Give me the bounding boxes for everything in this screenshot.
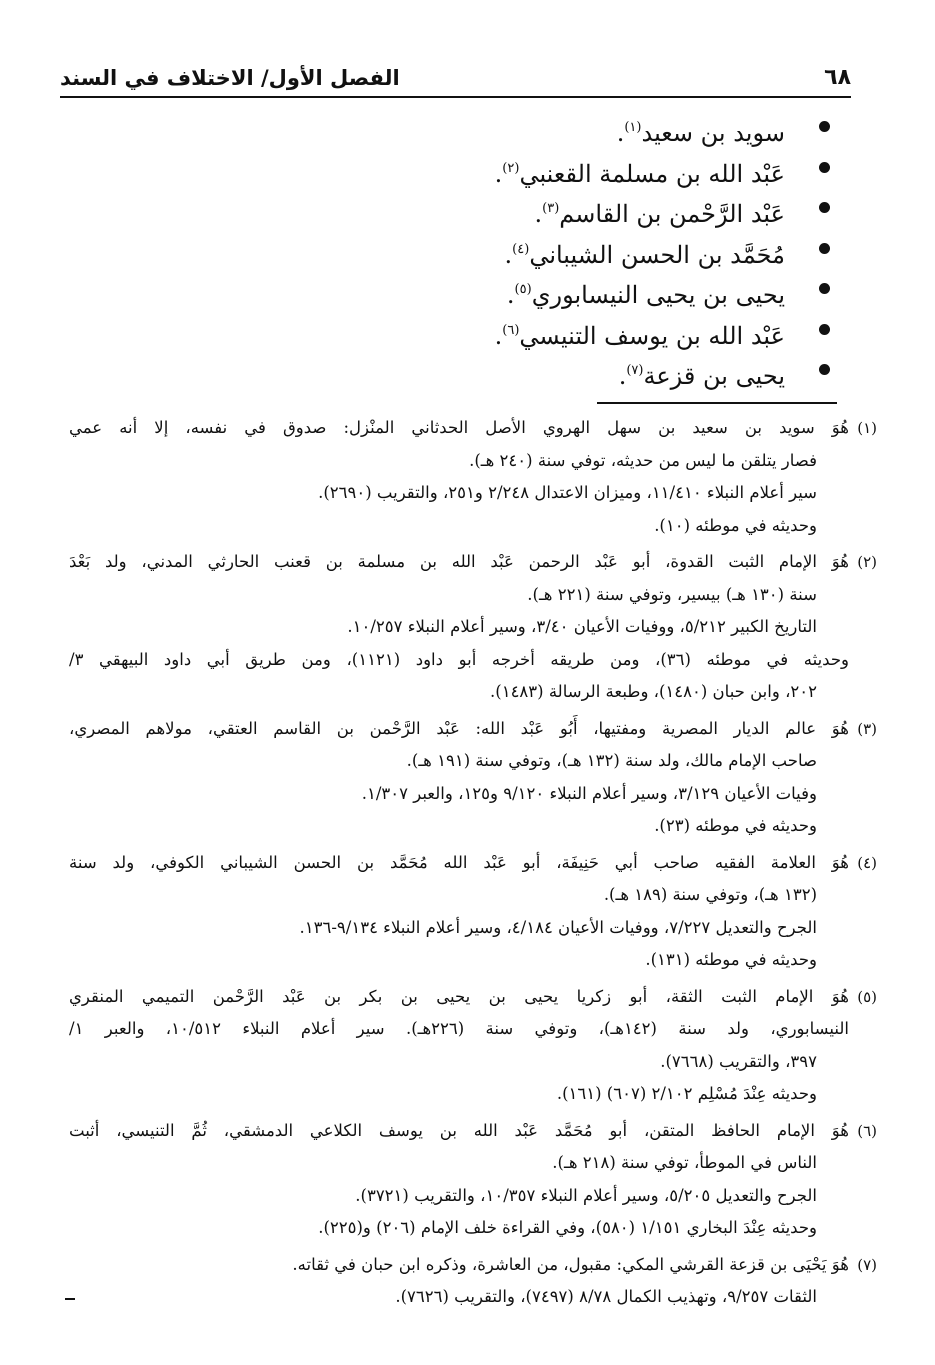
page-mark	[65, 1298, 75, 1300]
footnote-number: (٦)	[857, 1121, 877, 1140]
footnote-line: هُوَ عالم الديار المصرية ومفتيها، أَبُو عَبْد الله: عَبْد الرَّحْمن بن القاسم العتقي، مولاهم المصري،	[69, 718, 849, 738]
footnote-5	[69, 981, 877, 1111]
list-item	[365, 149, 785, 190]
bullet-icon	[819, 364, 830, 375]
footnote-line: هُوَ يَحْيَى بن قزعة القرشي المكي: مقبول، من العاشرة، وذكره ابن حبان في ثقاته.	[292, 1254, 849, 1274]
list-period: .	[506, 281, 515, 309]
footnote-line: الجرح والتعديل ٥/٢٠٥، وسير أعلام النبلاء ١٠/٣٥٧، والتقريب (٣٧٢١).	[355, 1185, 817, 1205]
list-item	[365, 270, 785, 311]
footnote-ref[interactable]: (٣)	[542, 201, 560, 216]
footnote-line: سير أعلام النبلاء ١١/٤١٠، وميزان الاعتدال ٢/٢٤٨ و٢٥١، والتقريب (٢٦٩٠).	[318, 483, 817, 502]
footnote-line: (١٣٢ هـ)، وتوفي سنة (١٨٩ هـ).	[603, 885, 817, 904]
footnote-line: النيسابوري، ولد سنة (١٤٢هـ)، وتوفي سنة (٢٢٦هـ). سير أعلام النبلاء ١٠/٥١٢، والعبر ١/	[69, 1019, 849, 1038]
footnote-line: هُوَ الإمام الثبت الثقة، أبو زكريا يحيى بن يحيى بن بكر بن عَبْد الرَّحْمن التميمي المنقري	[69, 986, 849, 1006]
footnote-line: وحديثه في موطئه (٣٦)، ومن طريقه أخرجه أبو داود (١١٢١)، ومن طريق أبي داود البيهقي ٣/	[69, 649, 849, 669]
list-item	[365, 108, 785, 149]
list-period: .	[534, 200, 543, 228]
footnote-number: (٤)	[857, 853, 877, 872]
footnote-7	[69, 1249, 877, 1314]
footnote-6	[69, 1115, 877, 1245]
footnote-3	[69, 713, 877, 843]
footnote-line: التاريخ الكبير ٥/٢١٢، ووفيات الأعيان ٣/٤٠، وسير أعلام النبلاء ١٠/٢٥٧.	[347, 617, 817, 636]
footnote-line: ٣٩٧، والتقريب (٧٦٦٨).	[660, 1051, 817, 1071]
list-period: .	[494, 159, 503, 188]
narrator-name: يحيى بن يحيى النيسابوري	[531, 281, 785, 309]
footnotes	[69, 412, 877, 1318]
footnote-ref[interactable]: (٦)	[502, 322, 520, 338]
narrator-name: عَبْد الله بن يوسف التنيسي	[519, 321, 785, 350]
footnote-number: (٢)	[857, 553, 877, 571]
bullet-icon	[819, 202, 830, 213]
footnote-line: وفيات الأعيان ٣/١٢٩، وسير أعلام النبلاء ٩/١٢٠ و١٢٥، والعبر ١/٣٠٧.	[361, 783, 817, 803]
footnote-line: هُوَ سويد بن سعيد بن سهل الهروي الأصل الحدثاني المنْزل: صدوق في نفسه، إلا أنه عمي	[69, 418, 849, 437]
footnote-ref[interactable]: (٢)	[502, 160, 520, 176]
list-item	[365, 351, 785, 392]
bullet-icon	[819, 121, 830, 132]
list-period: .	[504, 240, 513, 269]
footnote-number: (٣)	[857, 719, 877, 738]
footnote-line: الناس في الموطأ، توفي سنة (٢١٨ هـ).	[552, 1153, 817, 1172]
bullet-icon	[819, 162, 830, 173]
running-header	[60, 52, 851, 98]
narrator-list	[365, 108, 785, 392]
header-title: الفصل الأول/ الاختلاف في السند	[60, 66, 400, 90]
bullet-icon	[819, 243, 830, 254]
footnote-line: هُوَ الإمام الحافظ المتقن، أبو مُحَمَّد عَبْد الله بن يوسف الكلاعي الدمشقي، ثُمَّ التنيسي، أثبت	[69, 1120, 849, 1140]
list-item	[365, 189, 785, 230]
footnote-ref[interactable]: (٥)	[514, 282, 532, 297]
narrator-name: عَبْد الرَّحْمن بن القاسم	[559, 200, 785, 228]
narrator-name: يحيى بن قزعة	[643, 362, 785, 390]
footnote-2	[69, 546, 877, 709]
footnote-line: ٢٠٢، وابن حبان (١٤٨٠)، وطبعة الرسالة (١٤٨٣).	[490, 682, 817, 701]
footnote-line: وحديثه في موطئه (١٣١).	[645, 950, 817, 969]
list-period: .	[494, 321, 503, 350]
footnote-line: وحديثه في موطئه (٢٣).	[654, 816, 817, 835]
bullet-icon	[819, 283, 830, 294]
narrator-name: مُحَمَّد بن الحسن الشيباني	[529, 240, 785, 269]
footnote-ref[interactable]: (٤)	[512, 241, 530, 257]
list-period: .	[616, 119, 625, 147]
list-item	[365, 311, 785, 352]
footnote-line: وحديثه عِنْدَ مُسْلِم ٢/١٠٢ (٦٠٧) (١٦١).	[556, 1084, 817, 1103]
footnote-ref[interactable]: (٧)	[626, 363, 644, 378]
footnote-number: (١)	[857, 419, 877, 437]
list-period: .	[618, 362, 627, 390]
bullet-icon	[819, 324, 830, 335]
footnote-line: فصار يتلقن ما ليس من حديثه، توفي سنة (٢٤٠ هـ).	[469, 450, 817, 470]
page-number: ٦٨	[824, 65, 851, 90]
footnote-line: هُوَ الإمام الثبت القدوة، أبو عَبْد الرحمن عَبْد الله بن مسلمة بن قعنب الحارثي المدني، ولد بَعْدَ	[69, 552, 849, 571]
footnote-4	[69, 847, 877, 977]
footnote-1	[69, 412, 877, 542]
footnote-line: الجرح والتعديل ٧/٢٢٧، ووفيات الأعيان ٤/١٨٤، وسير أعلام النبلاء ٩/١٣٤-١٣٦.	[299, 917, 817, 937]
footnote-line: هُوَ العلامة الفقيه صاحب أبي حَنِيفَة، أبو عَبْد الله مُحَمَّد بن الحسن الشيباني الكوفي، ولد سنة	[69, 852, 849, 872]
footnote-line: سنة (١٣٠ هـ) بيسير، وتوفي سنة (٢٢١ هـ).	[527, 584, 817, 604]
footnote-number: (٧)	[857, 1255, 877, 1274]
list-item	[365, 230, 785, 271]
narrator-name: عَبْد الله بن مسلمة القعنبي	[519, 159, 785, 188]
footnote-ref[interactable]: (١)	[624, 120, 642, 135]
footnote-line: صاحب الإمام مالك، ولد سنة (١٣٢ هـ)، وتوفي سنة (١٩١ هـ).	[406, 751, 817, 770]
footnote-line: وحديثه في موطئه (١٠).	[654, 515, 817, 535]
footnote-line: وحديثه عِنْدَ البخاري ١/١٥١ (٥٨٠)، وفي القراءة خلف الإمام (٢٠٦) و(٢٢٥).	[318, 1218, 817, 1237]
narrator-name: سويد بن سعيد	[641, 119, 785, 147]
footnote-number: (٥)	[857, 987, 877, 1006]
footnote-line: الثقات ٩/٢٥٧، وتهذيب الكمال ٨/٧٨ (٧٤٩٧)، والتقريب (٧٦٢٦).	[395, 1287, 817, 1306]
footnote-separator	[597, 402, 837, 404]
